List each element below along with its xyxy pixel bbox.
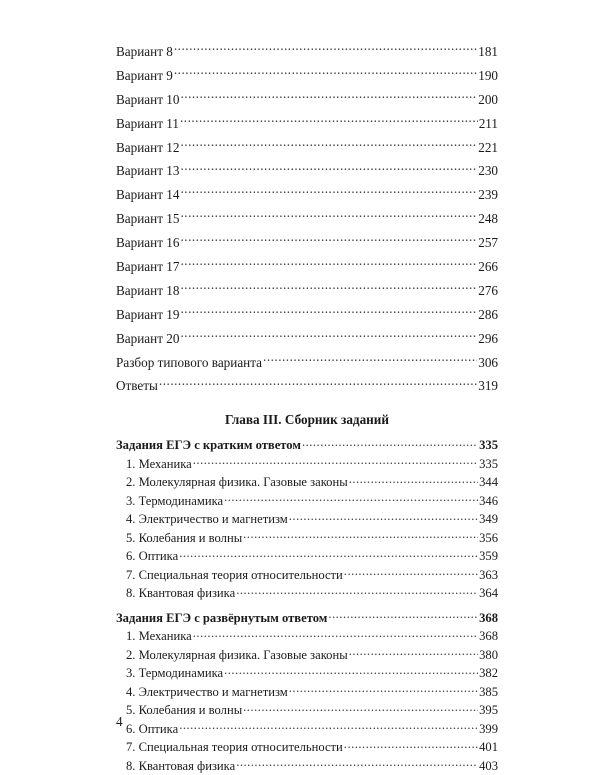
leader-dots bbox=[174, 67, 477, 80]
toc-entry-page: 382 bbox=[479, 666, 498, 681]
toc-entry-title: 8. Квантовая физика bbox=[126, 586, 236, 601]
toc-entry-title: 7. Специальная теория относительности bbox=[126, 740, 343, 755]
toc-entry-variant-20 bbox=[116, 327, 498, 351]
toc-entry-title: Вариант 13 bbox=[116, 163, 180, 179]
toc-entry-page: 399 bbox=[479, 721, 498, 736]
toc-entry-variant-8 bbox=[116, 40, 498, 64]
toc-subentry bbox=[116, 510, 498, 529]
toc-entry-title: Вариант 14 bbox=[116, 187, 180, 203]
toc-entry-page: 344 bbox=[479, 475, 498, 490]
toc-entry-title: 5. Колебания и волны bbox=[126, 703, 243, 718]
toc-subentry bbox=[116, 584, 498, 603]
toc-entry-page: 248 bbox=[478, 211, 498, 227]
chapter-heading: Глава III. Сборник заданий bbox=[225, 412, 389, 428]
toc-entry-title: Ответы bbox=[116, 378, 158, 394]
toc-entry-answers bbox=[116, 374, 498, 398]
toc-entry-title: Задания ЕГЭ с кратким ответом bbox=[116, 438, 301, 453]
leader-dots bbox=[180, 330, 477, 343]
section-heading-short-answer bbox=[116, 436, 498, 455]
leader-dots bbox=[180, 306, 477, 319]
leader-dots bbox=[180, 234, 477, 247]
toc-entry-title: Вариант 11 bbox=[116, 115, 179, 131]
toc-entry-variant-18 bbox=[116, 279, 498, 303]
toc-entry-title: 1. Механика bbox=[126, 456, 192, 471]
toc-entry-title: Вариант 15 bbox=[116, 211, 180, 227]
toc-entry-variant-15 bbox=[116, 207, 498, 231]
leader-dots bbox=[243, 529, 478, 542]
toc-subentry bbox=[116, 757, 498, 775]
toc-entry-title: Вариант 20 bbox=[116, 330, 180, 346]
toc-subentry bbox=[116, 529, 498, 548]
toc-entry-page: 368 bbox=[479, 629, 498, 644]
leader-dots bbox=[344, 739, 478, 752]
section-heading-extended-answer bbox=[116, 609, 498, 628]
toc-subentry bbox=[116, 566, 498, 585]
toc-entry-variant-17 bbox=[116, 255, 498, 279]
leader-dots bbox=[236, 585, 478, 598]
leader-dots bbox=[236, 757, 478, 770]
toc-entry-page: 380 bbox=[479, 647, 498, 662]
leader-dots bbox=[180, 138, 477, 151]
toc-subentry bbox=[116, 627, 498, 646]
toc-subentry bbox=[116, 701, 498, 720]
toc-entry-variant-13 bbox=[116, 159, 498, 183]
leader-dots bbox=[180, 210, 477, 223]
toc-entry-page: 395 bbox=[479, 703, 498, 718]
leader-dots bbox=[180, 258, 477, 271]
variants-list bbox=[116, 40, 498, 398]
toc-entry-variant-10 bbox=[116, 88, 498, 112]
toc-entry-title: 6. Оптика bbox=[126, 721, 179, 736]
toc-entry-page: 363 bbox=[479, 567, 498, 582]
toc-subentry bbox=[116, 664, 498, 683]
leader-dots bbox=[180, 282, 477, 295]
toc-entry-title: Задания ЕГЭ с развёрнутым ответом bbox=[116, 610, 328, 625]
toc-entry-page: 211 bbox=[478, 115, 498, 131]
leader-dots bbox=[180, 186, 477, 199]
leader-dots bbox=[224, 492, 478, 505]
toc-entry-page: 349 bbox=[479, 512, 498, 527]
toc-entry-page: 239 bbox=[478, 187, 498, 203]
toc-entry-title: Вариант 12 bbox=[116, 139, 180, 155]
toc-entry-page: 221 bbox=[478, 139, 498, 155]
toc-entry-title: 5. Колебания и волны bbox=[126, 530, 243, 545]
toc-entry-variant-9 bbox=[116, 64, 498, 88]
toc-entry-variant-14 bbox=[116, 183, 498, 207]
toc-subentry bbox=[116, 473, 498, 492]
toc-entry-title: Вариант 19 bbox=[116, 306, 180, 322]
leader-dots bbox=[180, 91, 477, 104]
toc-entry-title: 3. Термодинамика bbox=[126, 493, 224, 508]
toc-entry-title: 7. Специальная теория относительности bbox=[126, 567, 343, 582]
leader-dots bbox=[349, 646, 478, 659]
toc-entry-page: 364 bbox=[479, 586, 498, 601]
leader-dots bbox=[289, 683, 478, 696]
toc-entry-title: 3. Термодинамика bbox=[126, 666, 224, 681]
toc-subentry bbox=[116, 646, 498, 665]
toc-entry-page: 335 bbox=[479, 438, 498, 453]
toc-entry-title: 6. Оптика bbox=[126, 549, 179, 564]
toc-entry-page: 200 bbox=[478, 91, 498, 107]
toc-entry-page: 230 bbox=[478, 163, 498, 179]
toc-subentry bbox=[116, 683, 498, 702]
toc-entry-page: 266 bbox=[478, 259, 498, 275]
toc-subentry bbox=[116, 738, 498, 757]
leader-dots bbox=[193, 455, 478, 468]
extended-answer-section bbox=[116, 609, 498, 775]
toc-entry-page: 319 bbox=[478, 378, 498, 394]
toc-entry-page: 306 bbox=[478, 354, 498, 370]
page-number: 4 bbox=[116, 714, 123, 729]
toc-entry-title: Вариант 17 bbox=[116, 259, 180, 275]
toc-entry-page: 296 bbox=[478, 330, 498, 346]
toc-entry-page: 401 bbox=[479, 740, 498, 755]
leader-dots bbox=[349, 474, 478, 487]
leader-dots bbox=[159, 377, 477, 390]
leader-dots bbox=[174, 43, 477, 56]
toc-subentry bbox=[116, 547, 498, 566]
toc-entry-page: 257 bbox=[478, 235, 498, 251]
toc-entry-title: Разбор типового варианта bbox=[116, 354, 263, 370]
leader-dots bbox=[180, 114, 478, 127]
toc-entry-variant-19 bbox=[116, 303, 498, 327]
toc-entry-title: 2. Молекулярная физика. Газовые законы bbox=[126, 647, 348, 662]
leader-dots bbox=[302, 437, 478, 450]
toc-entry-title: 4. Электричество и магнетизм bbox=[126, 512, 288, 527]
toc-entry-page: 368 bbox=[479, 610, 498, 625]
leader-dots bbox=[344, 566, 478, 579]
toc-entry-title: 1. Механика bbox=[126, 629, 192, 644]
toc-entry-page: 385 bbox=[479, 684, 498, 699]
leader-dots bbox=[224, 665, 478, 678]
toc-entry-title: Вариант 8 bbox=[116, 44, 173, 59]
leader-dots bbox=[328, 609, 478, 622]
toc-entry-title: 2. Молекулярная физика. Газовые законы bbox=[126, 475, 348, 490]
toc-entry-page: 190 bbox=[478, 67, 498, 83]
toc-entry-variant-11 bbox=[116, 112, 498, 136]
table-of-contents bbox=[116, 40, 498, 775]
leader-dots bbox=[243, 702, 478, 715]
toc-entry-title: Вариант 16 bbox=[116, 235, 180, 251]
short-answer-section bbox=[116, 436, 498, 603]
toc-entry-title: 4. Электричество и магнетизм bbox=[126, 684, 288, 699]
toc-entry-page: 335 bbox=[479, 456, 498, 471]
toc-entry-page: 181 bbox=[478, 44, 498, 59]
toc-subentry bbox=[116, 455, 498, 474]
toc-entry-page: 403 bbox=[479, 758, 498, 773]
leader-dots bbox=[289, 511, 478, 524]
leader-dots bbox=[179, 720, 478, 733]
toc-entry-page: 276 bbox=[478, 282, 498, 298]
toc-entry-page: 286 bbox=[478, 306, 498, 322]
toc-entry-title: 8. Квантовая физика bbox=[126, 758, 236, 773]
toc-subentry bbox=[116, 720, 498, 739]
toc-entry-variant-12 bbox=[116, 136, 498, 160]
toc-entry-title: Вариант 18 bbox=[116, 282, 180, 298]
toc-entry-title: Вариант 10 bbox=[116, 91, 180, 107]
toc-entry-page: 356 bbox=[479, 530, 498, 545]
toc-subentry bbox=[116, 492, 498, 511]
toc-entry-title: Вариант 9 bbox=[116, 67, 173, 83]
leader-dots bbox=[263, 353, 477, 366]
toc-entry-typical-variant-analysis bbox=[116, 351, 498, 375]
toc-entry-page: 346 bbox=[479, 493, 498, 508]
toc-entry-variant-16 bbox=[116, 231, 498, 255]
leader-dots bbox=[180, 162, 477, 175]
leader-dots bbox=[179, 548, 478, 561]
toc-entry-page: 359 bbox=[479, 549, 498, 564]
leader-dots bbox=[193, 628, 478, 641]
